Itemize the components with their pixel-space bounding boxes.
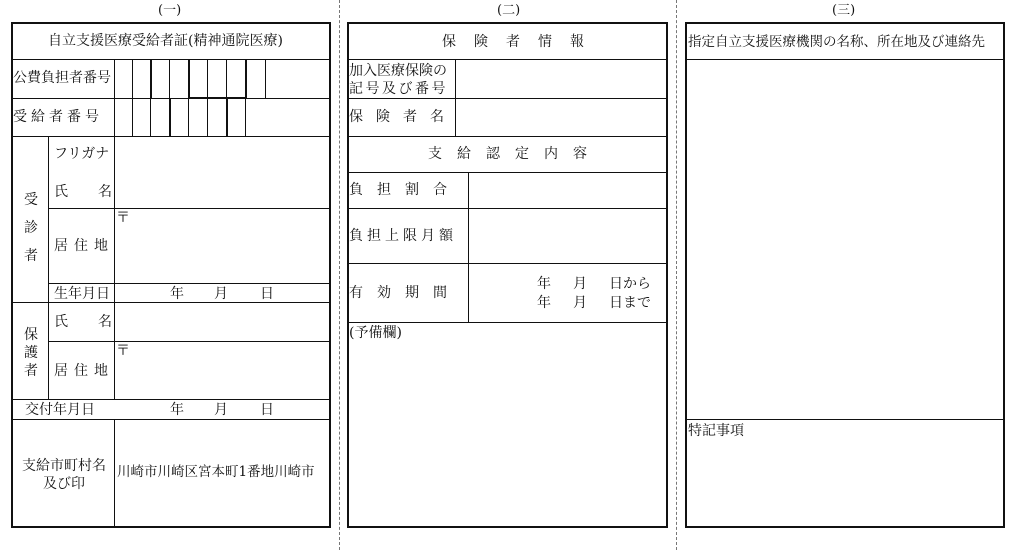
issue-day-unit: 日: [260, 402, 274, 418]
birth-day-unit: 日: [260, 286, 274, 302]
validity-from-month: 月: [573, 276, 587, 292]
guardian-postal-mark: 〒: [116, 343, 130, 359]
birth-year-unit: 年: [170, 286, 184, 302]
insurance-symbol-label-line2: 記号及び番号: [349, 81, 448, 97]
panel-2-number: (二): [497, 3, 521, 18]
panel-3-number: (三): [832, 3, 856, 18]
postal-mark: 〒: [116, 210, 130, 226]
validity-to-day: 日まで: [609, 295, 651, 311]
institution-header: 指定自立支援医療機関の名称、所在地及び連絡先: [688, 34, 985, 50]
guardian-group-label: 保護者: [24, 327, 38, 379]
insurance-info-header: 保険者情報: [442, 34, 602, 50]
validity-to-month: 月: [573, 295, 587, 311]
municipality-label-line2: 及び印: [43, 476, 85, 492]
birthdate-label: 生年月日: [54, 286, 110, 302]
municipality-value: 川崎市川崎区宮本町1番地川崎市: [117, 464, 315, 480]
furigana-label: フリガナ: [54, 146, 110, 162]
certificate-title: 自立支援医療受給者証(精神通院医療): [48, 33, 283, 49]
validity-to-year: 年: [537, 295, 551, 311]
remarks-label: (予備欄): [349, 325, 402, 341]
insurance-symbol-label-line1: 加入医療保険の: [349, 63, 447, 79]
panel-1-number: (一): [158, 3, 182, 18]
issue-month-unit: 月: [214, 402, 228, 418]
special-notes-label: 特記事項: [688, 423, 744, 439]
municipality-label-line1: 支給市町村名: [22, 458, 106, 474]
validity-from-day: 日から: [609, 276, 651, 292]
recipient-number-label: 受給者番号: [13, 109, 103, 125]
patient-name-label: 氏 名: [54, 184, 120, 200]
validity-from-year: 年: [537, 276, 551, 292]
issue-date-label: 交付年月日: [25, 402, 95, 418]
guardian-address-label: 居住地: [54, 363, 114, 379]
patient-group-label: 受診者: [24, 192, 38, 264]
birth-month-unit: 月: [214, 286, 228, 302]
burden-limit-label: 負担上限月額: [349, 228, 457, 244]
guardian-name-label: 氏 名: [54, 314, 120, 330]
validity-period-label: 有効期間: [349, 285, 461, 301]
payment-approval-header: 支給認定内容: [428, 146, 602, 162]
fold-line: [676, 0, 677, 550]
issue-year-unit: 年: [170, 402, 184, 418]
public-number-label: 公費負担者番号: [13, 70, 111, 86]
burden-ratio-label: 負担割合: [349, 182, 461, 198]
fold-line: [339, 0, 340, 550]
medical-institution-panel: [685, 22, 1005, 528]
patient-address-label: 居住地: [54, 238, 114, 254]
insurer-name-label: 保険者名: [349, 109, 457, 125]
